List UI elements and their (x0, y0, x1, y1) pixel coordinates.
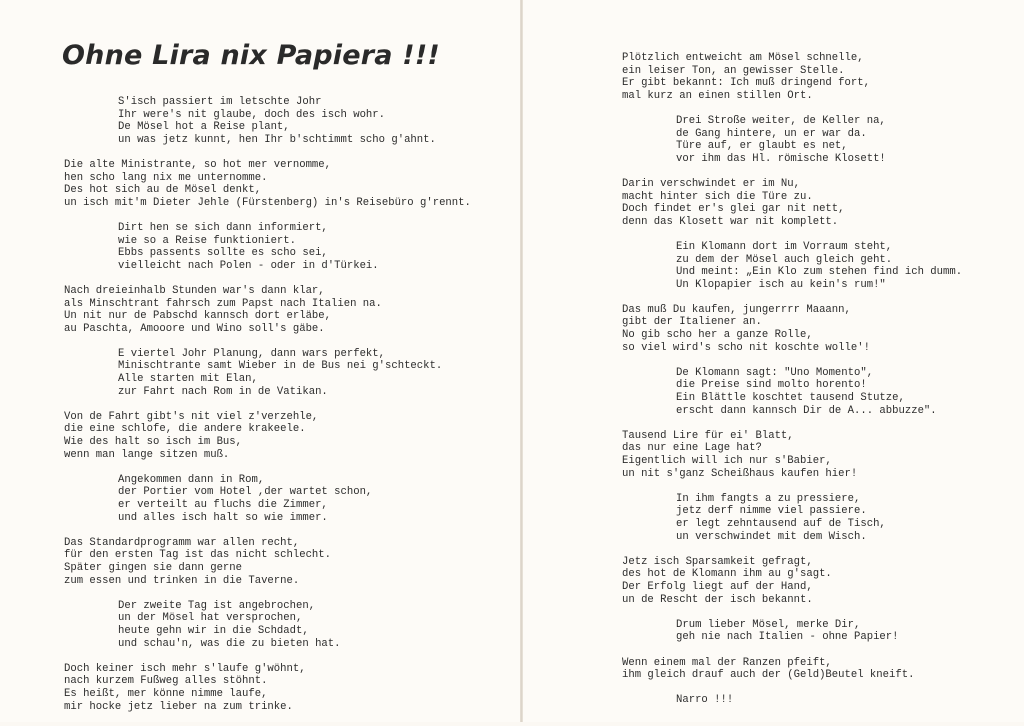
poem-line: Plötzlich entweicht am Mösel schnelle, (622, 52, 864, 64)
poem-line: ein leiser Ton, an gewisser Stelle. (622, 64, 845, 77)
poem-line: Ebbs passents sollte es scho sei, (118, 247, 328, 260)
poem-line: vor ihm das Hl. römische Klosett! (676, 152, 886, 165)
poem-title: Ohne Lira nix Papiera !!! (62, 40, 440, 71)
stanza (64, 96, 514, 146)
poem-line: un de Rescht der isch bekannt. (622, 593, 813, 606)
poem-line: Ein Klomann dort im Vorraum steht, (676, 240, 893, 253)
stanza (64, 663, 514, 713)
poem-line: jetz derf nimme viel passiere. (676, 505, 867, 518)
stanza (622, 52, 1012, 102)
poem-line: Alle starten mit Elan, (118, 373, 258, 386)
poem-line: In ihm fangts a zu pressiere, (676, 492, 861, 505)
poem-line: Des hot sich au de Mösel denkt, (64, 184, 262, 197)
stanza (64, 285, 514, 335)
poem-line: Ihr were's nit glaube, doch des isch wohr. (118, 108, 386, 121)
right-poem-column (622, 52, 1012, 719)
stanza (64, 411, 514, 461)
poem-line: Jetz isch Sparsamkeit gefragt, (622, 555, 813, 568)
poem-line: hen scho lang nix me unternomme. (64, 171, 268, 184)
poem-line: zur Fahrt nach Rom in de Vatikan. (118, 385, 328, 398)
poem-line: Un nit nur de Pabschd kannsch dort erläbe, (64, 310, 332, 323)
stanza (64, 537, 514, 587)
poem-line: un verschwindet mit dem Wisch. (676, 530, 867, 543)
poem-line: er verteilt au fluchs die Zimmer, (118, 499, 328, 511)
poem-line: Darin verschwindet er im Nu, (622, 177, 801, 190)
poem-line: geh nie nach Italien - ohne Papier! (676, 631, 899, 644)
poem-line: Doch keiner isch mehr s'laufe g'wöhnt, (64, 662, 306, 675)
left-poem-column (64, 96, 514, 726)
poem-line: Doch findet er's glei gar nit nett, (622, 203, 845, 216)
poem-line: Drum lieber Mösel, merke Dir, (676, 618, 861, 631)
poem-line: Wie des halt so isch im Bus, (64, 436, 243, 449)
poem-line: No gib scho her a ganze Rolle, (622, 329, 813, 342)
stanza (622, 619, 1012, 644)
stanza (64, 159, 514, 209)
stanza (622, 367, 1012, 417)
poem-line: der Portier vom Hotel ,der wartet schon, (118, 486, 373, 499)
stanza (622, 115, 1012, 165)
poem-line: nach kurzem Fußweg alles stöhnt. (64, 675, 268, 688)
poem-line: und schau'n, was die zu bieten hat. (118, 637, 341, 650)
poem-line: heute gehn wir in die Schdadt, (118, 624, 309, 637)
poem-line: E viertel Johr Planung, dann wars perfekt, (118, 347, 386, 360)
poem-line: Ein Blättle koschtet tausend Stutze, (676, 392, 905, 405)
poem-line: Die alte Ministrante, so hot mer vernomme, (64, 158, 332, 171)
poem-line: Von de Fahrt gibt's nit viel z'verzehle, (64, 410, 319, 423)
stanza (64, 348, 514, 398)
poem-line: wenn man lange sitzen muß. (64, 448, 230, 461)
stanza (622, 304, 1012, 354)
poem-line: Der zweite Tag ist angebrochen, (118, 599, 316, 612)
poem-line: Und meint: „Ein Klo zum stehen find ich dumm. (676, 266, 963, 279)
poem-line: Später gingen sie dann gerne (64, 561, 243, 574)
stanza (622, 241, 1012, 291)
poem-line: das nur eine Lage hat? (622, 442, 762, 455)
poem-line: die eine schlofe, die andere krakeele. (64, 423, 306, 436)
poem-line: S'isch passiert im letschte Johr (118, 96, 322, 108)
poem-line: Türe auf, er glaubt es net, (676, 140, 848, 153)
poem-line: Wenn einem mal der Ranzen pfeift, (622, 656, 832, 669)
stanza (64, 600, 514, 650)
poem-line: die Preise sind molto horento! (676, 379, 867, 392)
poem-line: ihm gleich drauf auch der (Geld)Beutel kneift. (622, 669, 915, 682)
poem-line: un was jetz kunnt, hen Ihr b'schtimmt scho g'ahnt. (118, 133, 436, 146)
stanza (622, 657, 1012, 682)
stanza (64, 474, 514, 524)
poem-line: Dirt hen se sich dann informiert, (118, 221, 328, 234)
poem-line: denn das Klosett war nit komplett. (622, 215, 839, 228)
poem-line: vielleicht nach Polen - oder in d'Türkei. (118, 259, 379, 272)
poem-line: un isch mit'm Dieter Jehle (Fürstenberg) in's Reisebüro g'rennt. (64, 196, 471, 209)
poem-line: als Minschtrant fahrsch zum Papst nach Italien na. (64, 297, 382, 310)
poem-line: Minischtrante samt Wieber in de Bus nei g'schteckt. (118, 360, 443, 373)
stanza (622, 493, 1012, 543)
poem-line: Es heißt, mer könne nimme laufe, (64, 687, 268, 700)
poem-line: gibt der Italiener an. (622, 316, 762, 329)
poem-line: Tausend Lire für ei' Blatt, (622, 429, 794, 442)
poem-line: au Paschta, Amooore und Wino soll's gäbe. (64, 322, 325, 335)
poem-line: de Gang hintere, un er war da. (676, 127, 867, 140)
poem-line: De Klomann sagt: "Uno Momento", (676, 366, 874, 379)
stanza (622, 430, 1012, 480)
stanza (622, 178, 1012, 228)
poem-line: für den ersten Tag ist das nicht schlecht. (64, 549, 332, 562)
poem-line: macht hinter sich die Türe zu. (622, 190, 813, 203)
poem-line: un nit s'ganz Scheißhaus kaufen hier! (622, 467, 858, 480)
poem-line: zu dem der Mösel auch gleich geht. (676, 253, 893, 266)
poem-line: Das muß Du kaufen, jungerrrr Maaann, (622, 303, 851, 316)
poem-line: Nach dreieinhalb Stunden war's dann klar, (64, 284, 325, 297)
poem-line: wie so a Reise funktioniert. (118, 234, 297, 247)
stanza (622, 694, 1012, 707)
poem-line: Narro !!! (676, 694, 734, 707)
poem-line: so viel wird's scho nit koschte wolle'! (622, 341, 870, 354)
poem-line: mal kurz an einen stillen Ort. (622, 89, 813, 102)
poem-line: De Mösel hot a Reise plant, (118, 121, 290, 134)
poem-line: und alles isch halt so wie immer. (118, 511, 328, 524)
poem-line: des hot de Klomann ihm au g'sagt. (622, 568, 832, 581)
poem-line: Das Standardprogramm war allen recht, (64, 536, 300, 549)
poem-line: mir hocke jetz lieber na zum trinke. (64, 700, 293, 713)
poem-line: erscht dann kannsch Dir de A... abbuzze". (676, 404, 937, 417)
poem-line: Un Klopapier isch au kein's rum!" (676, 278, 886, 291)
stanza (64, 222, 514, 272)
poem-line: Drei Stroße weiter, de Keller na, (676, 114, 886, 127)
poem-line: Er gibt bekannt: Ich muß dringend fort, (622, 77, 870, 90)
poem-line: Der Erfolg liegt auf der Hand, (622, 580, 813, 593)
poem-line: er legt zehntausend auf de Tisch, (676, 517, 886, 530)
stanza (622, 556, 1012, 606)
poem-line: un der Mösel hat versprochen, (118, 612, 303, 625)
poem-line: Angekommen dann in Rom, (118, 473, 265, 486)
poem-line: zum essen und trinken in die Taverne. (64, 574, 300, 587)
poem-line: Eigentlich will ich nur s'Babier, (622, 455, 832, 467)
